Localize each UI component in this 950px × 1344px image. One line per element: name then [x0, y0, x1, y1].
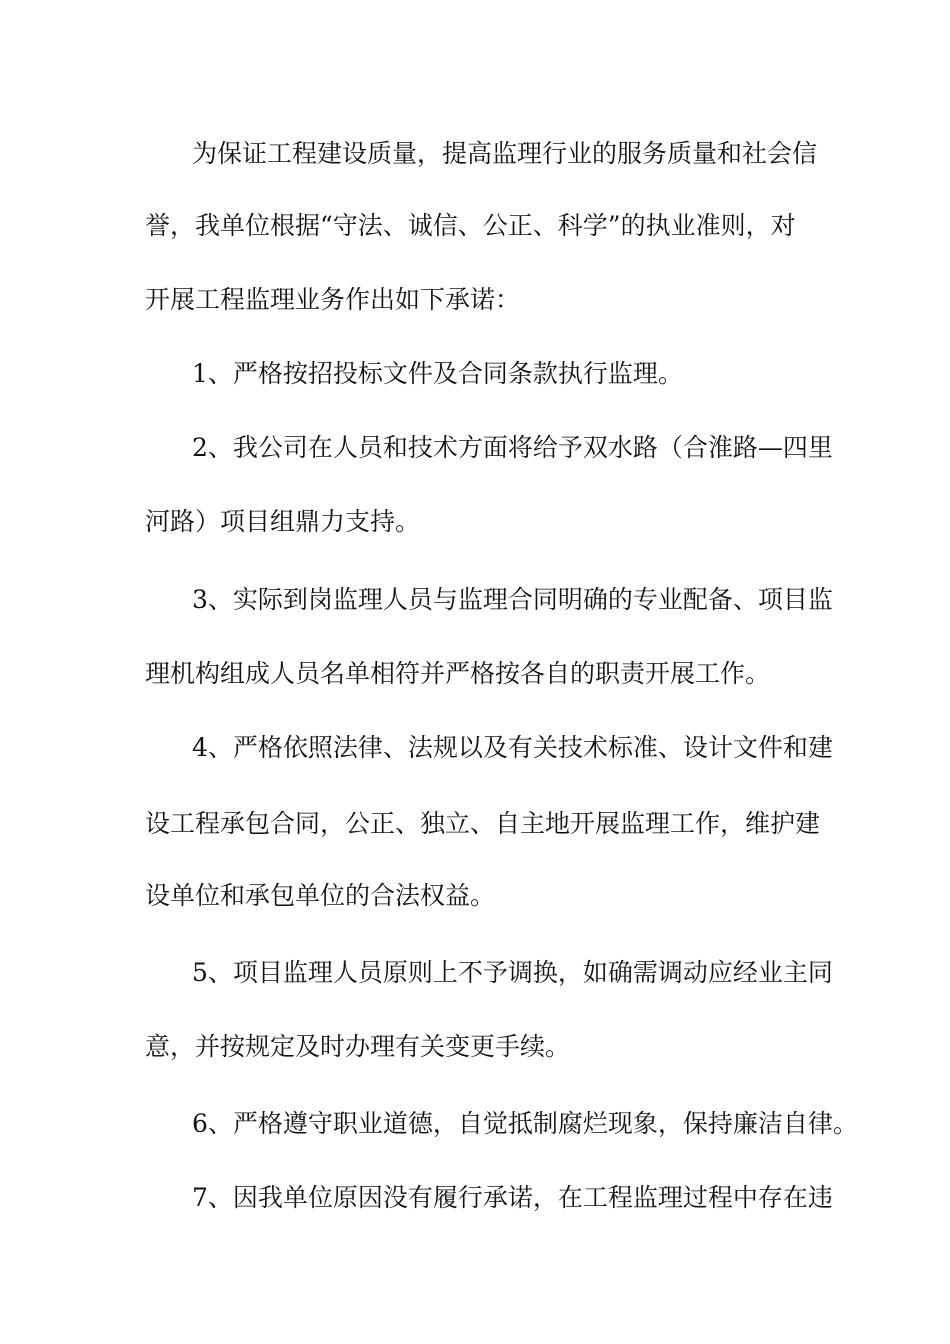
intro-paragraph-line-2: 誉，我单位根据“守法、诚信、公正、科学”的执业准则，对: [145, 211, 796, 240]
commitment-4-line-2: 设工程承包合同，公正、独立、自主地开展监理工作，维护建: [145, 809, 821, 838]
commitment-2-line-2: 河路）项目组鼎力支持。: [145, 507, 421, 536]
commitment-6-line-1: 6、严格遵守职业道德，自觉抵制腐烂现象，保持廉洁自律。: [192, 1109, 858, 1138]
commitment-5-line-1: 5、项目监理人员原则上不予调换，如确需调动应经业主同: [192, 958, 833, 987]
intro-paragraph-line-3: 开展工程监理业务作出如下承诺：: [145, 285, 521, 314]
commitment-1-line-1: 1、严格按招投标文件及合同条款执行监理。: [192, 359, 683, 388]
commitment-3-line-2: 理机构组成人员名单相符并严格按各自的职责开展工作。: [145, 659, 771, 688]
commitment-2-line-1: 2、我公司在人员和技术方面将给予双水路（合淮路—四里: [192, 433, 833, 462]
commitment-4-line-3: 设单位和承包单位的合法权益。: [145, 881, 496, 910]
intro-paragraph-line-1: 为保证工程建设质量，提高监理行业的服务质量和社会信: [192, 139, 818, 168]
commitment-3-line-1: 3、实际到岗监理人员与监理合同明确的专业配备、项目监: [192, 585, 833, 614]
commitment-5-line-2: 意，并按规定及时办理有关变更手续。: [145, 1032, 571, 1061]
commitment-7-line-1: 7、因我单位原因没有履行承诺，在工程监理过程中存在违: [192, 1183, 833, 1212]
commitment-4-line-1: 4、严格依照法律、法规以及有关技术标准、设计文件和建: [192, 733, 833, 762]
